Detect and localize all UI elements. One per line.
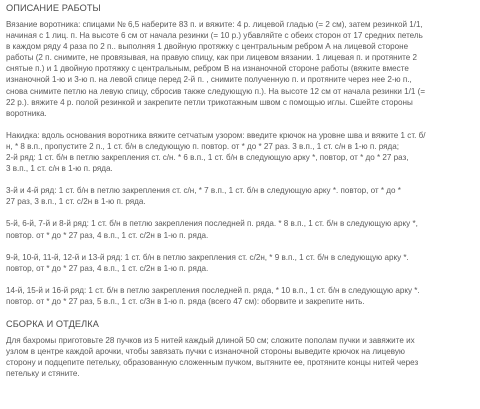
section-heading-assembly: СБОРКА И ОТДЕЛКА [6, 318, 99, 329]
text-line: петельку и стяните. [6, 369, 80, 379]
section-heading-description: ОПИСАНИЕ РАБОТЫ [6, 3, 101, 13]
text-line: начиная с 1 лиц. п. На высоте 6 см от начала резинки (= 10 р.) убавляйте с обеих сторон от 17 средних петель [6, 31, 423, 41]
text-line: воротника. [6, 108, 47, 118]
text-line: 9-й, 10-й, 11-й, 12-й и 13-й ряд: 1 ст. б/н в петлю закрепления ст. с/2н, * 9 в.п., 1 ст. б/н в следующую арку *. [6, 252, 409, 262]
text-line: в каждом ряду 4 раза по 2 п.. выполняя 1 двойную протяжку с центральным ребром А на лицевой стороне [6, 42, 409, 52]
paragraph-cape [6, 130, 476, 174]
text-line: 2-й ряд: 1 ст. б/н в петлю закрепления ст. с/н. * 6 в.п., 1 ст. б/н в следующую арку *, повтор, от * до * 27 раз, [6, 153, 409, 163]
paragraph-rows-9-13 [6, 252, 476, 274]
text-line: изнаночной 1-ю и 3-ю п. на левой спице перед 2-й п. , снимите полученную п. и протяните через нее 2-ю п., [6, 75, 412, 85]
text-line: 27 раз, 3 в.п., 1 ст. с/2н в 1-ю п. ряда. [6, 197, 146, 207]
text-line: н, * 8 в.п., пропустите 2 п., 1 ст. б/н в следующую п. повтор. от * до * 27 раз. 3 в.п., 1 ст. с/н в 1-ю п. ряда; [6, 141, 400, 151]
text-line: работы (2 п. снимите, не провязывая, на правую спицу, как при лицевом вязании. 1 лицевая п. и протяните 2 [6, 53, 418, 63]
text-line: Накидка: вдоль основания воротника вяжите сетчатым узором: введите крючок на уровне шва и вяжите 1 ст. б/ [6, 130, 426, 140]
text-line: Вязание воротника: спицами № 6,5 наберите 83 п. и вяжите: 4 р. лицевой гладью (= 2 см), затем резинкой 1/1, [6, 20, 423, 29]
text-line: повтор, от * до * 27 раз, 4 в.п., 1 ст. с/2н в 1-ю п. ряда. [6, 263, 209, 273]
paragraph-rows-3-4 [6, 185, 476, 207]
text-line: повтор. от * до * 27 раз, 5 в.п., 1 ст. с/3н в 1-ю п. ряда (всего 47 см): оборвите и закрепите нить. [6, 296, 365, 306]
paragraph-rows-5-8 [6, 218, 476, 240]
text-line: 3 в.п., 1 ст. с/н в 1-ю п. ряда. [6, 164, 113, 174]
text-line: узлом в центре каждой арочки, чтобы завязать пучки с изнаночной стороны выведите крючок на лицевую [6, 347, 405, 357]
paragraph-rows-14-16 [6, 285, 476, 307]
text-line: снова снимите петлю на левую спицу, сбросив также следующую п.). На высоте 12 см от начала резинки 1/1 (= [6, 86, 426, 96]
text-line: снятые п.) и 1 двойную протяжку с центральным, ребром В на изнаночной стороне работы (вяжите вместе [6, 64, 409, 74]
text-line: Для бахромы приготовьте 28 пучков из 5 нитей каждый длиной 50 см; сложите пополам пучки и завяжите их [6, 335, 415, 345]
text-line: повтор. от * до * 27 раз, 4 в.п., 1 ст. с/2н в 1-ю п. ряда. [6, 230, 209, 240]
paragraph-collar [6, 19, 476, 119]
text-line: 22 р.). вяжите 4 р. полой резинкой и закрепите петли трикотажным швом с помощью иглы. Сшейте стороны [6, 97, 413, 107]
text-line: 3-й и 4-й ряд: 1 ст. б/н в петлю закрепления ст. с/н, * 7 в.п., 1 ст. б/н в следующую арку *. повтор, от * до * [6, 186, 401, 196]
article [6, 2, 476, 390]
paragraph-fringe [6, 335, 476, 379]
text-line: 14-й, 15-й и 16-й ряд: 1 ст. б/н в петлю закрепления последней п. ряда, * 10 в.п., 1 ст. б/н в следующую арку *. [6, 285, 420, 295]
text-line: 5-й, 6-й, 7-й и 8-й ряд: 1 ст. б/н в петлю закрепления последней п. ряда. * 8 в.п., 1 ст. б/н в следующую арку *, [6, 219, 418, 229]
text-line: сторону и подцепите петельку, образованную сложенным пучком, вытяните ее, протяните концы нитей через [6, 358, 419, 368]
